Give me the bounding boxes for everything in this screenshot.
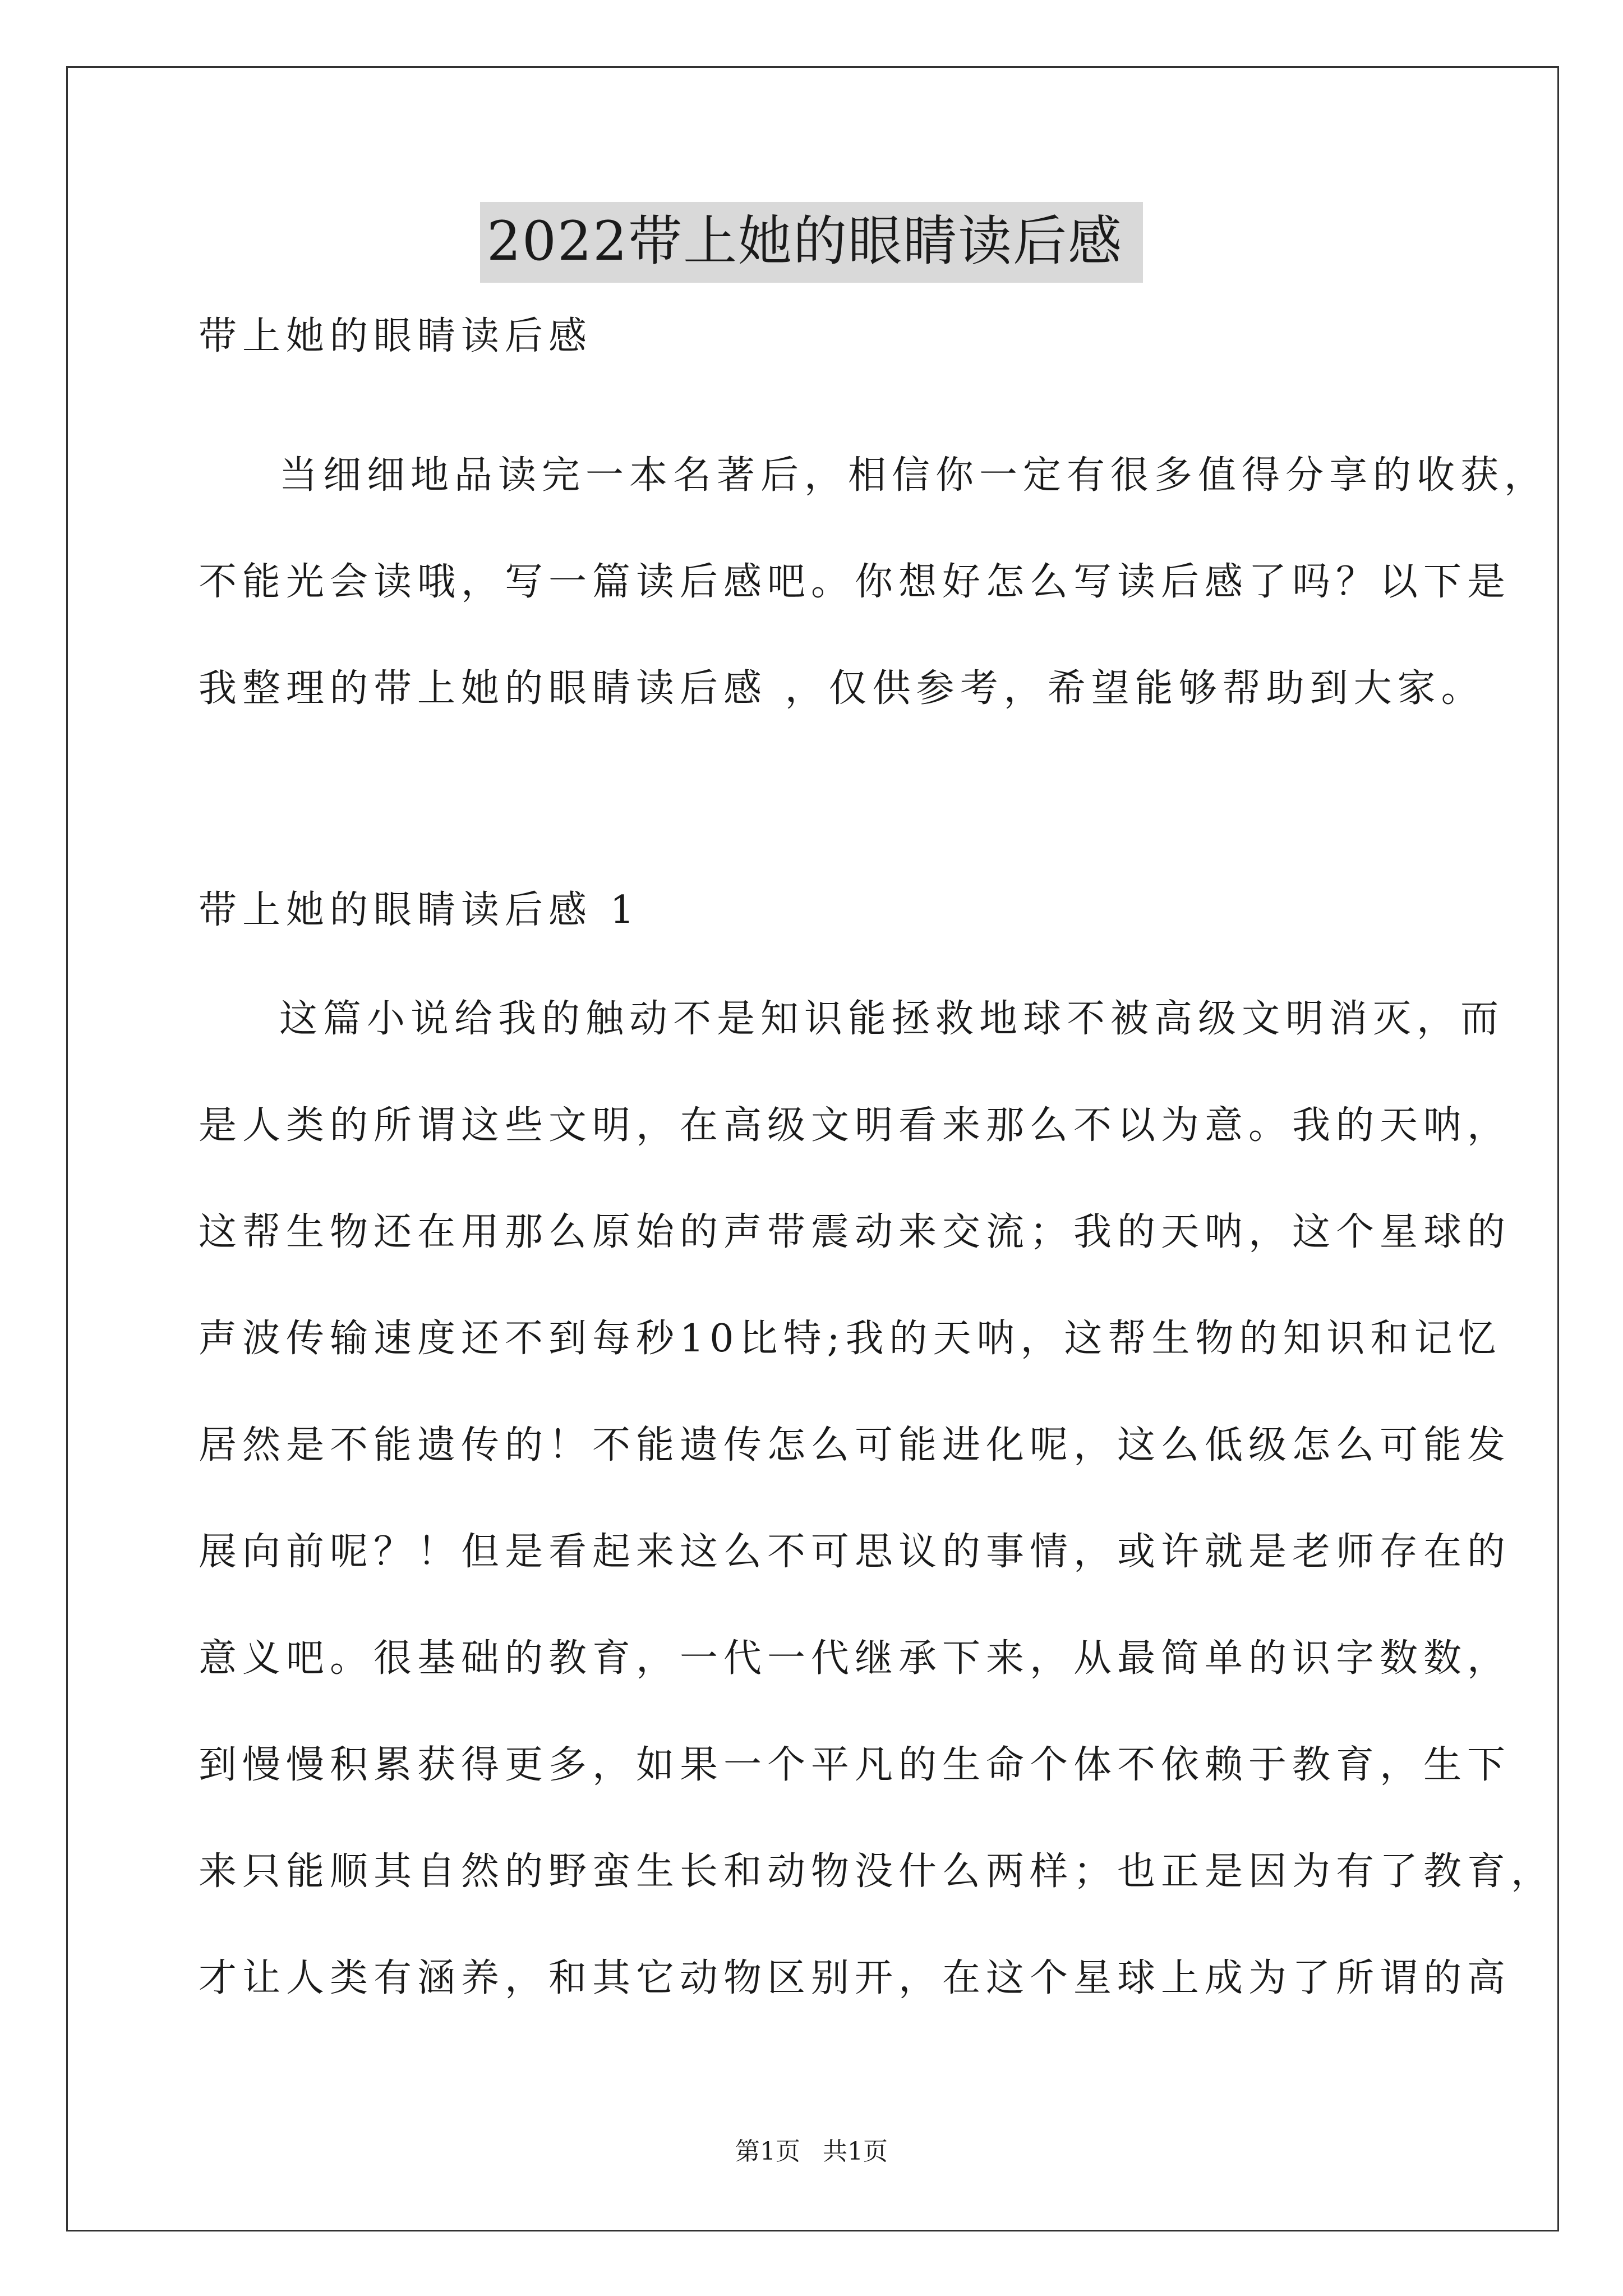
section-heading: 带上她的眼睛读后感 1	[199, 888, 640, 932]
body-line: 居然是不能遗传的！不能遗传怎么可能进化呢，这么低级怎么可能发	[199, 1423, 1511, 1467]
intro-line: 当细细地品读完一本名著后，相信你一定有很多值得分享的收获，	[279, 453, 1548, 498]
intro-line: 不能光会读哦，写一篇读后感吧。你想好怎么写读后感了吗？以下是	[199, 560, 1511, 604]
body-line: 来只能顺其自然的野蛮生长和动物没什么两样；也正是因为有了教育，	[199, 1849, 1555, 1894]
document-title: 2022带上她的眼睛读后感	[480, 202, 1143, 283]
body-line: 才让人类有涵养，和其它动物区别开，在这个星球上成为了所谓的高	[199, 1956, 1511, 2000]
body-line: 展向前呢？！但是看起来这么不可思议的事情，或许就是老师存在的	[199, 1530, 1511, 1574]
page-footer	[0, 2136, 1623, 2168]
page-total: 共1页	[823, 2137, 888, 2166]
intro-line: 我整理的带上她的眼睛读后感 ，仅供参考，希望能够帮助到大家。	[199, 666, 1485, 711]
body-line: 是人类的所谓这些文明，在高级文明看来那么不以为意。我的天呐，	[199, 1103, 1511, 1148]
subtitle: 带上她的眼睛读后感	[199, 314, 593, 358]
body-line: 声波传输速度还不到每秒10比特;我的天呐，这帮生物的知识和记忆	[199, 1317, 1502, 1361]
body-line: 这篇小说给我的触动不是知识能拯救地球不被高级文明消灭，而	[279, 997, 1505, 1041]
page-number: 第1页	[735, 2137, 800, 2166]
body-line: 意义吧。很基础的教育，一代一代继承下来，从最简单的识字数数，	[199, 1636, 1511, 1681]
body-line: 这帮生物还在用那么原始的声带震动来交流；我的天呐，这个星球的	[199, 1210, 1511, 1254]
title-container	[0, 202, 1623, 283]
body-line: 到慢慢积累获得更多，如果一个平凡的生命个体不依赖于教育，生下	[199, 1743, 1511, 1787]
